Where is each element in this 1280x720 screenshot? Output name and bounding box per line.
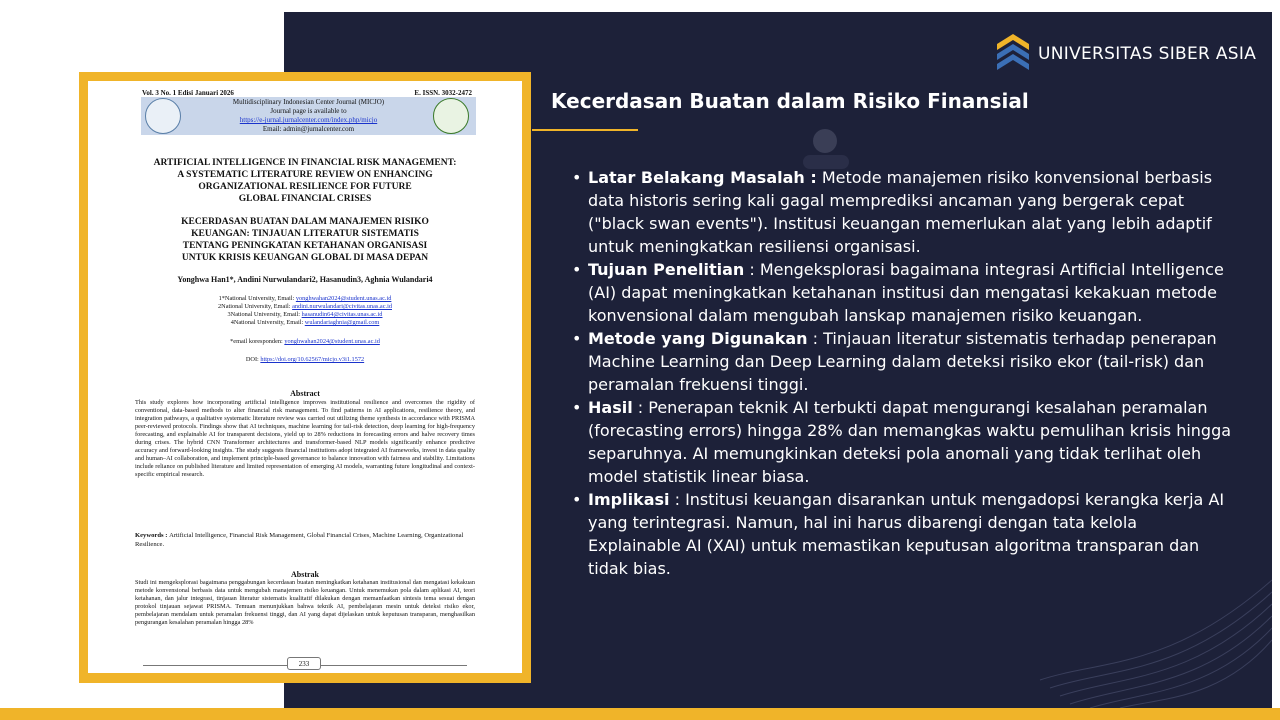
paper-affiliations: 1*National University, Email: yonghwahan2024@student.unas.ac.id 2National University, Email: andini.nurwulandari@civitas.unas.ac.id 3National University, Email: hasanudin64@civitas.unas.ac.id 4National University, Email: wulandariaghnia@gmail.com xyxy=(218,295,392,326)
corresponding-email: *email koresponden: yonghwahan2024@student.unas.ac.id xyxy=(230,338,380,345)
university-logo-icon xyxy=(995,32,1031,72)
corresponding-email-link[interactable]: yonghwahan2024@student.unas.ac.id xyxy=(284,338,380,345)
bullet-label: Latar Belakang Masalah : xyxy=(588,168,817,187)
journal-email: Email: admin@jurnalcenter.com xyxy=(262,125,355,133)
journal-seal-icon xyxy=(145,98,181,134)
paper-preview xyxy=(88,81,522,673)
bullet-item xyxy=(572,396,1232,488)
bullet-label: Implikasi xyxy=(588,490,670,509)
journal-header xyxy=(141,97,476,135)
slide-title: Kecerdasan Buatan dalam Risiko Finansial xyxy=(551,89,1029,113)
title-underline xyxy=(532,129,638,131)
abstrak-heading: Abstrak xyxy=(290,570,319,579)
journal-url-link[interactable]: https://e-jurnal.jurnalcenter.com/index.php/micjo xyxy=(239,116,378,124)
journal-name: Multidisciplinary Indonesian Center Journal (MICJO) xyxy=(232,98,385,106)
paper-title-id: KECERDASAN BUATAN DALAM MANAJEMEN RISIKO KEUANGAN: TINJAUAN LITERATUR SISTEMATIS TENTANG PENINGKATAN KETAHANAN ORGANISASI UNTUK KRISIS KEUANGAN GLOBAL DI MASA DEPAN xyxy=(181,217,429,263)
author-email-link[interactable]: andini.nurwulandari@civitas.unas.ac.id xyxy=(292,303,392,310)
bullet-text: : Tinjauan literatur sistematis terhadap penerapan Machine Learning dan Deep Learning dalam deteksi risiko ekor (tail-risk) dan peramalan frekuensi tinggi. xyxy=(588,329,1217,394)
journal-available: Journal page is available to xyxy=(270,107,347,115)
doi-link[interactable]: https://doi.org/10.62567/micjo.v3i1.1572 xyxy=(260,356,365,363)
author-email-link[interactable]: wulandariaghnia@gmail.com xyxy=(304,319,380,326)
journal-issn: E. ISSN. 3032-2472 xyxy=(414,89,472,97)
bullet-text: Metode manajemen risiko konvensional berbasis data historis sering kali gagal memprediksi ancaman yang bergerak cepat ("black swan events"). Institusi keuangan memerlukan alat yang lebih adaptif untuk meningkatkan resiliensi organisasi. xyxy=(588,168,1213,256)
bottom-accent-bar xyxy=(0,708,1280,720)
paper-title-en: ARTIFICIAL INTELLIGENCE IN FINANCIAL RISK MANAGEMENT: A SYSTEMATIC LITERATURE REVIEW ON ENHANCING ORGANIZATIONAL RESILIENCE FOR FUTURE GLOBAL FINANCIAL CRISES xyxy=(153,158,457,204)
bullet-text: : Mengeksplorasi bagaimana integrasi Artificial Intelligence (AI) dapat meningkatkan ketahanan institusi dan mengatasi kekakuan metode konvensional dalam mengubah lanskap manajemen risiko keuangan. xyxy=(588,260,1224,325)
abstract-text: This study explores how incorporating artificial intelligence improves institutional resilience and overcomes the rigidity of conventional, data-based methods to alter financial risk management. To find patterns in AI applications, resilience theory, and integration pathways, a qualitative systematic literature review was carried out utilizing theme synthesis in accordance with PRISMA peer-reviewed protocols. Findings show that AI techniques, machine learning for tail-risk detection, deep learning for high-frequency forecasting, and explainable AI for transparent decisions, yield up to 28% reductions in forecasting errors and halve recovery times during crises. The hybrid CNN Transformer architectures and transformer-based NLP models significantly enhance predictive accuracy and forward-looking insights. The study suggests financial institutions adopt integrated AI frameworks, invest in data quality and human–AI collaboration, and implement principle-based governance to balance innovation with fairness and stability. Limitations include reliance on published literature and limited representation of emerging AI models, warranting future longitudinal and context-specific empirical research. xyxy=(135,399,475,478)
decorative-circle xyxy=(813,129,837,153)
bullet-item xyxy=(572,258,1232,327)
university-seal-icon xyxy=(433,98,469,134)
paper-doi: DOI: https://doi.org/10.62567/micjo.v3i1.1572 xyxy=(245,356,365,363)
author-email-link[interactable]: yonghwahan2024@student.unas.ac.id xyxy=(295,295,392,302)
bullet-label: Metode yang Digunakan xyxy=(588,329,808,348)
journal-volume: Vol. 3 No. 1 Edisi Januari 2026 xyxy=(142,89,234,97)
bullet-item xyxy=(572,327,1232,396)
abstract-heading: Abstract xyxy=(290,389,320,398)
paper-authors: Yonghwa Han1*, Andini Nurwulandari2, Hasanudin3, Aghnia Wulandari4 xyxy=(177,275,433,284)
keywords: Keywords : Artificial Intelligence, Financial Risk Management, Global Financial Crises, Machine Learning, Organizational Resilience. xyxy=(135,532,464,548)
bullet-item xyxy=(572,166,1232,258)
decorative-wave-lines xyxy=(1020,520,1272,708)
author-email-link[interactable]: hasanudin64@civitas.unas.ac.id xyxy=(301,311,383,318)
abstrak-text: Studi ini mengeksplorasi bagaimana penggabungan kecerdasan buatan meningkatkan ketahanan institusional dan mengatasi kekakuan metode konvensional berbasis data untuk mengubah manajemen risiko keuangan. Untuk menemukan pola dalam aplikasi AI, teori ketahanan, dan jalur integrasi, tinjauan literatur sistematis kualitatif dilakukan dengan memanfaatkan sintesis tema sesuai dengan protokol tinjauan sejawat PRISMA. Temuan menunjukkan bahwa teknik AI, pembelajaran mesin untuk deteksi risiko ekor, pembelajaran mendalam untuk peramalan frekuensi tinggi, dan AI yang dapat dijelaskan untuk keputusan transparan, menghasilkan pengurangan kesalahan peramalan hingga 28% xyxy=(135,579,475,626)
bullet-label: Hasil xyxy=(588,398,633,417)
page-number: 233 xyxy=(287,657,321,670)
bullet-text: : Penerapan teknik AI terbukti dapat mengurangi kesalahan peramalan (forecasting errors) hingga 28% dan memangkas waktu pemulihan krisis hingga separuhnya. AI memungkinkan deteksi pola anomali yang tidak terlihat oleh model statistik linear biasa. xyxy=(588,398,1232,486)
bullet-label: Tujuan Penelitian xyxy=(588,260,745,279)
bullet-list xyxy=(572,166,1232,580)
university-name: UNIVERSITAS SIBER ASIA xyxy=(1038,44,1257,64)
bullet-text: : Institusi keuangan disarankan untuk mengadopsi kerangka kerja AI yang terintegrasi. Namun, hal ini harus dibarengi dengan tata kelola Explainable AI (XAI) untuk memastikan keputusan algoritma transparan dan tidak bias. xyxy=(588,490,1225,578)
